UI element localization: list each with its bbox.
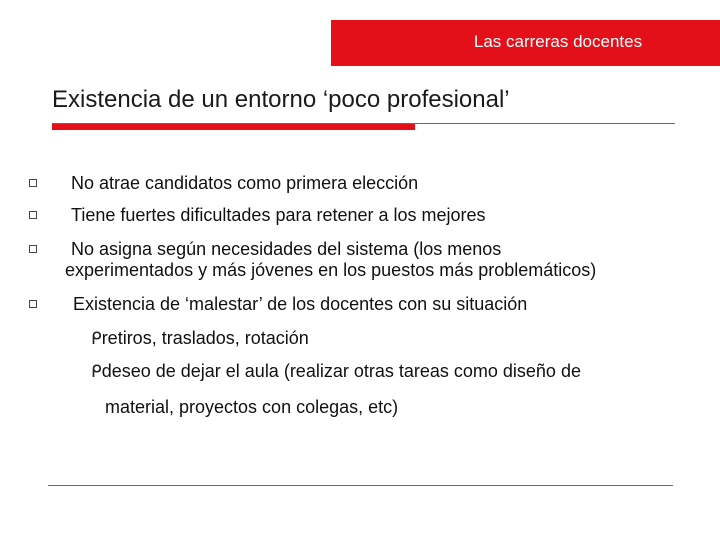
sub-item-2-line-2: material, proyectos con colegas, etc) <box>105 397 399 417</box>
bullet-item-1: No atrae candidatos como primera elección <box>71 173 419 193</box>
slide-title: Existencia de un entorno ‘poco profesional’ <box>52 86 510 113</box>
bullet-item-3-line-2: experimentados y más jóvenes en los puestos más problemáticos) <box>65 260 597 280</box>
header-title: Las carreras docentes <box>473 32 643 51</box>
footer-divider <box>48 485 673 486</box>
sub-item-1-text: retiros, traslados, rotación <box>101 328 309 348</box>
hollow-square-icon <box>29 211 37 219</box>
header-banner <box>331 20 720 66</box>
bullet-item-4: Existencia de ‘malestar’ de los docentes con su situación <box>73 294 528 314</box>
sub-item-2-text: deseo de dejar el aula (realizar otras tareas como diseño de <box>101 361 581 381</box>
bullet-item-3-line-1: No asigna según necesidades del sistema (los menos <box>71 239 502 259</box>
sub-item-1 <box>91 327 309 350</box>
title-accent-bar <box>52 124 415 130</box>
hollow-square-icon <box>29 179 37 187</box>
bullet-item-2: Tiene fuertes dificultades para retener a los mejores <box>71 205 486 225</box>
wingdings-sub-bullet-icon: ᑭ <box>91 362 102 382</box>
hollow-square-icon <box>29 300 37 308</box>
sub-item-2-line-1 <box>91 360 581 383</box>
wingdings-sub-bullet-icon: ᑭ <box>91 329 102 349</box>
hollow-square-icon <box>29 245 37 253</box>
